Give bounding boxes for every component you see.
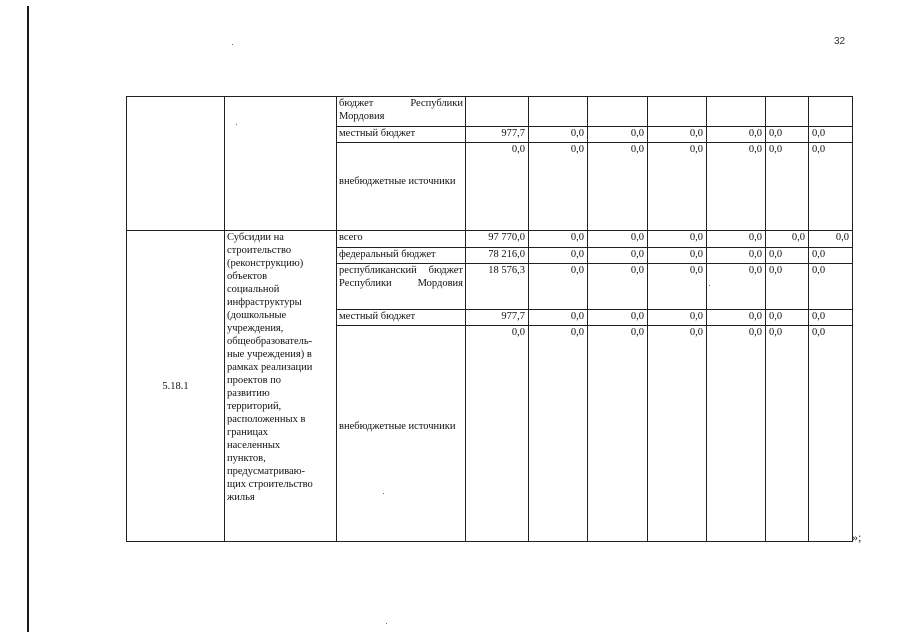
value-cell: 0,0	[766, 127, 809, 143]
value-cell	[529, 97, 588, 127]
value-cell: 0,0	[766, 231, 809, 248]
value-cell: 0,0	[766, 248, 809, 264]
source-cell: республиканский бюджет Республики Мордовия	[337, 264, 466, 310]
value-cell: 0,0	[588, 326, 648, 542]
value-cell: 0,0	[648, 326, 707, 542]
value-cell: 0,0	[707, 248, 766, 264]
value-cell: 0,0	[529, 248, 588, 264]
value-cell: 0,0	[588, 143, 648, 231]
value-cell: 0,0	[707, 264, 766, 310]
table-row	[127, 97, 853, 127]
value-cell: 0,0	[648, 264, 707, 310]
value-cell: 0,0	[466, 143, 529, 231]
value-cell: 0,0	[529, 127, 588, 143]
source-cell: местный бюджет	[337, 310, 466, 326]
value-cell	[588, 97, 648, 127]
value-cell: 0,0	[466, 326, 529, 542]
value-cell: 0,0	[809, 264, 853, 310]
value-cell: 0,0	[809, 310, 853, 326]
value-cell: 0,0	[529, 326, 588, 542]
value-cell: 18 576,3	[466, 264, 529, 310]
budget-table	[126, 96, 853, 542]
value-cell	[707, 97, 766, 127]
value-cell	[766, 97, 809, 127]
value-cell: 0,0	[529, 231, 588, 248]
value-cell: 977,7	[466, 127, 529, 143]
value-cell: 0,0	[766, 310, 809, 326]
table-row	[127, 231, 853, 248]
value-cell: 0,0	[588, 248, 648, 264]
value-cell: 0,0	[588, 127, 648, 143]
item-description: Субсидии на строительство (реконструкцию) объектов социальной инфраструктуры (дошкольные учреждения, общеобразователь- ные учреждения) в рамках реализации проектов по развитию территорий, расположенных в границах населенных пунктов, предусматриваю- щих строительство жилья	[225, 231, 337, 542]
description-cell-continued	[225, 97, 337, 231]
code-cell-continued	[127, 97, 225, 231]
value-cell: 97 770,0	[466, 231, 529, 248]
source-cell: всего	[337, 231, 466, 248]
value-cell	[466, 97, 529, 127]
value-cell: 0,0	[809, 231, 853, 248]
page-number: 32	[834, 36, 846, 47]
value-cell: 0,0	[766, 264, 809, 310]
value-cell: 0,0	[648, 231, 707, 248]
source-cell: внебюджетные источники	[337, 143, 466, 231]
value-cell: 0,0	[529, 143, 588, 231]
scan-speck	[386, 623, 387, 624]
source-cell: федеральный бюджет	[337, 248, 466, 264]
value-cell: 0,0	[707, 231, 766, 248]
value-cell: 0,0	[809, 248, 853, 264]
value-cell: 0,0	[707, 127, 766, 143]
value-cell: 0,0	[809, 127, 853, 143]
value-cell: 0,0	[648, 310, 707, 326]
source-cell: бюджет Республики Мордовия	[337, 97, 466, 127]
closing-quote-mark: »;	[852, 530, 862, 544]
value-cell: 78 216,0	[466, 248, 529, 264]
value-cell: 0,0	[588, 264, 648, 310]
scan-speck	[232, 44, 233, 45]
value-cell	[648, 97, 707, 127]
value-cell: 0,0	[648, 248, 707, 264]
value-cell: 0,0	[707, 326, 766, 542]
left-margin-rule	[27, 6, 29, 632]
value-cell: 0,0	[707, 310, 766, 326]
item-code: 5.18.1	[127, 231, 225, 542]
value-cell: 0,0	[809, 326, 853, 542]
value-cell: 0,0	[529, 264, 588, 310]
value-cell: 977,7	[466, 310, 529, 326]
value-cell	[809, 97, 853, 127]
source-cell: внебюджетные источники	[337, 326, 466, 542]
value-cell: 0,0	[809, 143, 853, 231]
value-cell: 0,0	[648, 127, 707, 143]
value-cell: 0,0	[766, 143, 809, 231]
source-cell: местный бюджет	[337, 127, 466, 143]
value-cell: 0,0	[648, 143, 707, 231]
value-cell: 0,0	[766, 326, 809, 542]
value-cell: 0,0	[588, 231, 648, 248]
value-cell: 0,0	[707, 143, 766, 231]
value-cell: 0,0	[529, 310, 588, 326]
value-cell: 0,0	[588, 310, 648, 326]
